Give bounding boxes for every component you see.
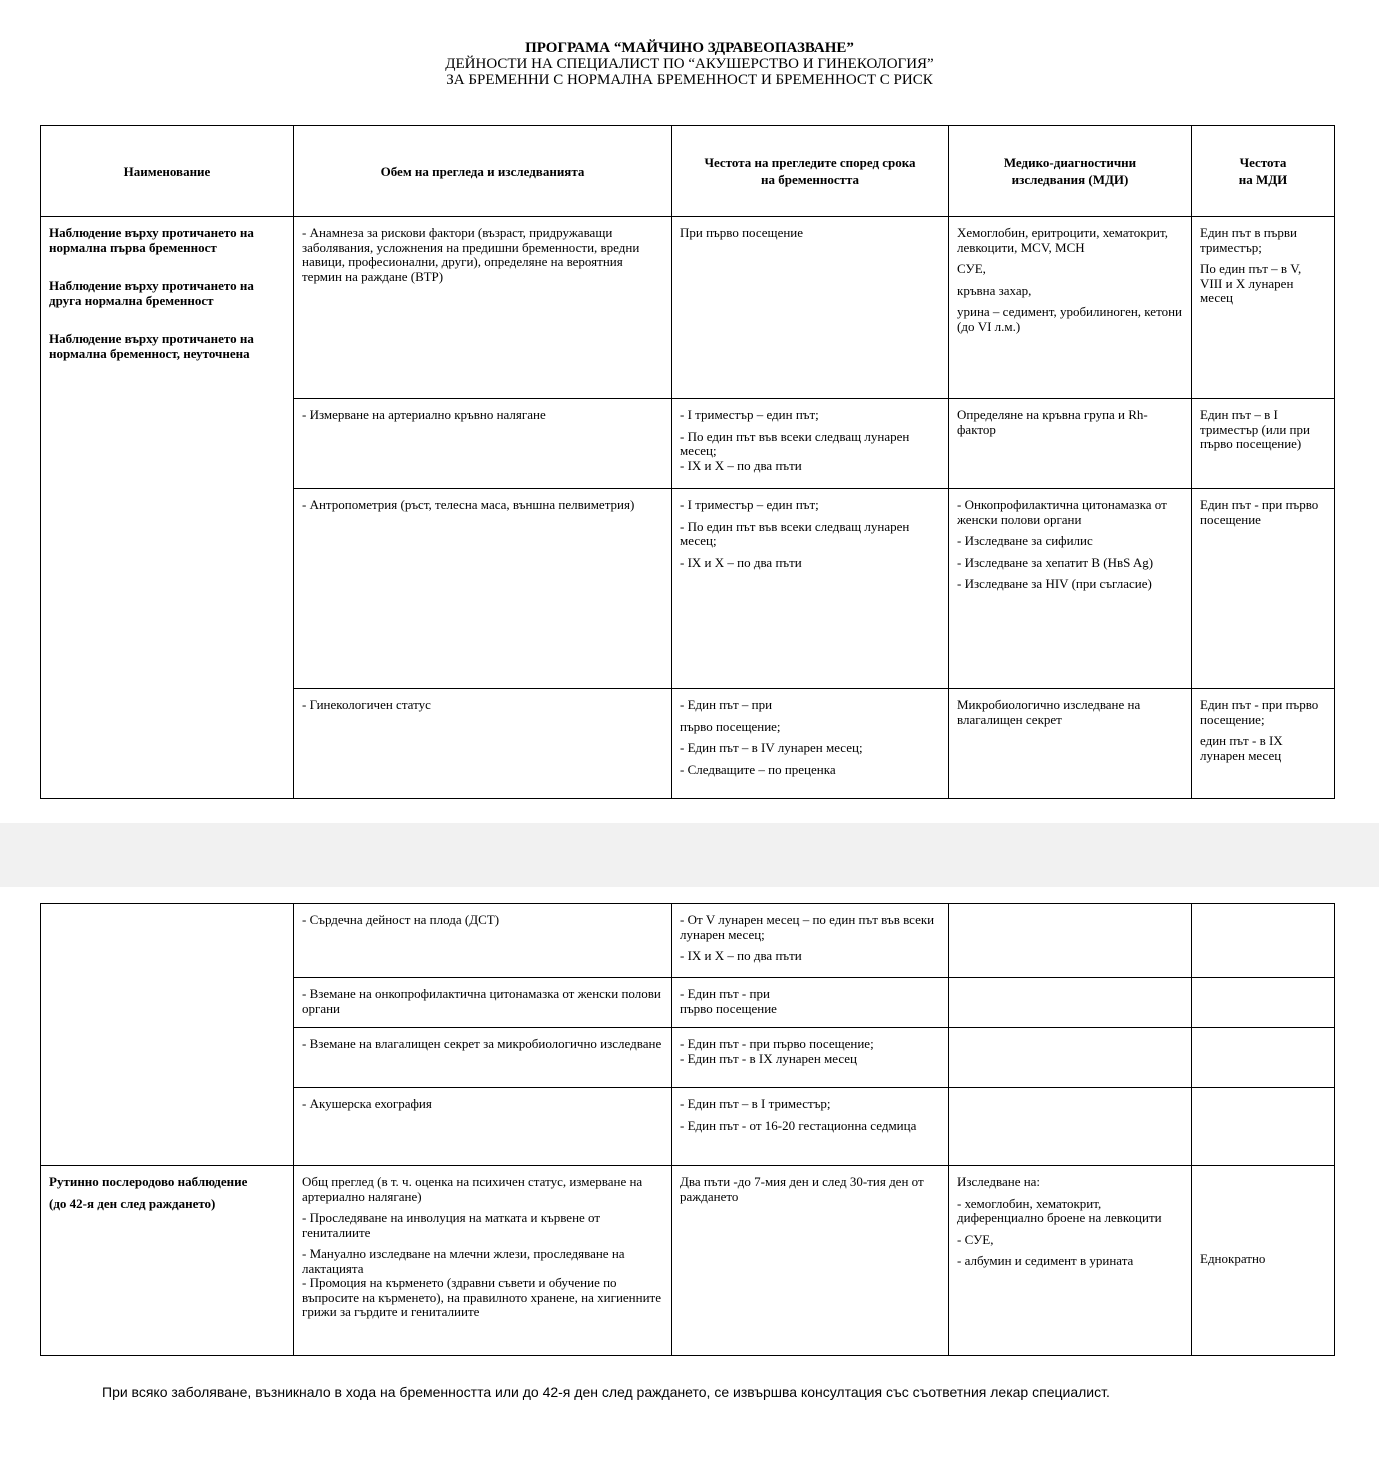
mdi-cell [949,399,1192,489]
cell-paragraph: - Един път - от 16-20 гестационна седмица [680,1117,917,1133]
scope-cell [294,489,672,689]
cell-paragraph: - Вземане на влагалищен секрет за микробиологично изследване [302,1036,662,1051]
mdi-frequency-cell [1192,1028,1335,1088]
cell-paragraph: - Изследване за хепатит B (HвS Ag) [957,554,1154,570]
cell-paragraph: Еднократно [1200,1251,1266,1267]
header-frequency: Честота на прегледите според срока на бременността [672,126,949,217]
cell-paragraph: - Акушерска ехография [302,1096,432,1111]
mdi-cell [949,217,1192,399]
mdi-frequency-cell [1192,904,1335,978]
mdi-cell [949,904,1192,978]
scope-cell [294,399,672,489]
cell-paragraph: - Анамнеза за рискови фактори (възраст, придружаващи заболявания, усложнения на предишни бременности, вредни навици, професионални, други), определяне на вероятния термин на раждане (ВТР) [302,225,640,284]
cell-paragraph: - Измерване на артериално кръвно налягане [302,407,546,422]
cell-paragraph: - Изследване за сифилис [957,533,1093,548]
mdi-cell [949,1166,1192,1356]
cell-paragraph: - По един път във всеки следващ лунарен месец; - IX и X – по два пъти [680,428,910,473]
frequency-cell [672,1166,949,1356]
cell-paragraph: - По един път във всеки следващ лунарен месец; [680,518,910,548]
cell-paragraph: - СУЕ, [957,1231,994,1247]
activities-table-page-1 [40,125,1335,799]
cell-paragraph: един път - в IX лунарен месец [1200,733,1283,763]
cell-paragraph: Един път в първи триместър; [1200,225,1297,255]
mdi-cell [949,489,1192,689]
activity-name-cell [41,1166,294,1356]
table-row [41,217,1335,399]
table-row [41,1166,1335,1356]
scope-cell [294,1088,672,1166]
frequency-cell [672,399,949,489]
frequency-cell [672,689,949,799]
cell-paragraph: - Един път – в I триместър; [680,1096,831,1111]
mdi-cell [949,978,1192,1028]
cell-paragraph: Наблюдение върху протичането на нормална бременност, неуточнена [49,331,254,361]
frequency-cell [672,489,949,689]
mdi-cell [949,689,1192,799]
frequency-cell [672,217,949,399]
cell-paragraph: - IX и X – по два пъти [680,554,802,570]
frequency-cell [672,1028,949,1088]
cell-paragraph: - Вземане на онкопрофилактична цитонамазка от женски полови органи [302,986,661,1016]
cell-paragraph: - албумин и седимент в урината [957,1253,1134,1268]
cell-paragraph: - Изследване за HIV (при съгласие) [957,576,1152,591]
cell-paragraph: Хемоглобин, еритроцити, хематокрит, левкоцити, MCV, MCH [957,225,1168,255]
table-row [41,904,1335,978]
cell-paragraph: - Проследяване на инволуция на матката и кървене от гениталиите [302,1210,601,1240]
program-title: ПРОГРАМА “МАЙЧИНО ЗДРАВЕОПАЗВАНЕ” [525,40,854,56]
cell-paragraph: кръвна захар, [957,282,1032,298]
header-row [41,126,1335,217]
scope-cell [294,904,672,978]
mdi-frequency-cell [1192,689,1335,799]
subtitle-line-2: ЗА БРЕМЕННИ С НОРМАЛНА БРЕМЕННОСТ И БРЕМЕННОСТ С РИСК [446,72,933,88]
page-break [0,823,1379,887]
cell-paragraph: Два пъти -до 7-мия ден и след 30-тия ден от раждането [680,1174,924,1204]
scope-cell [294,978,672,1028]
subtitle-line-1: ДЕЙНОСТИ НА СПЕЦИАЛИСТ ПО “АКУШЕРСТВО И ГИНЕКОЛОГИЯ” [445,56,934,72]
frequency-cell [672,904,949,978]
cell-paragraph: - I триместър – един път; [680,497,819,512]
cell-paragraph: Наблюдение върху протичането на нормална първа бременност [49,225,254,255]
cell-paragraph: Микробиологично изследване на влагалищен секрет [957,697,1141,727]
cell-paragraph: - Онкопрофилактична цитонамазка от женски полови органи [957,497,1167,527]
cell-paragraph: - Следващите – по преценка [680,761,836,777]
cell-paragraph: Един път – в I триместър (или при първо посещение) [1200,407,1310,451]
cell-paragraph: - Един път – в IV лунарен месец; [680,740,863,755]
activity-name-cell [41,217,294,799]
mdi-cell [949,1028,1192,1088]
cell-paragraph: - Един път - при първо посещение; - Един път - в IX лунарен месец [680,1036,874,1066]
cell-paragraph: По един път – в V, VIII и X лунарен месец [1200,261,1302,305]
mdi-frequency-cell [1192,217,1335,399]
cell-paragraph: СУЕ, [957,261,986,276]
cell-paragraph: урина – седимент, уробилиноген, кетони (до VI л.м.) [957,304,1182,334]
cell-paragraph: - От V лунарен месец – по един път във всеки лунарен месец; [680,912,935,942]
frequency-cell [672,978,949,1028]
header-mdi-frequency: Честота на МДИ [1192,126,1335,217]
header-name: Наименование [41,126,294,217]
cell-paragraph: - Мануално изследване на млечни жлези, проследяване на лактацията - Промоция на кърменето (здравни съвети и обучение по въпросите на кърменето), на правилното хранене, на хигиенните грижи за гърдите и гениталиите [302,1246,661,1319]
cell-paragraph: Изследване на: [957,1174,1041,1189]
cell-paragraph: Наблюдение върху протичането на друга нормална бременност [49,278,254,308]
activity-name-cell-continued [41,904,294,1166]
scope-cell [294,1028,672,1088]
scope-cell [294,689,672,799]
cell-paragraph: Определяне на кръвна група и Rh-фактор [957,407,1148,437]
mdi-frequency-cell [1192,1088,1335,1166]
mdi-frequency-cell [1192,1166,1335,1356]
footer-note: При всяко заболяване, възникнало в хода на бременността или до 42-я ден след раждането, се извършва консултация със съответния лекар специалист. [102,1384,1110,1400]
header-mdi: Медико-диагностични изследвания (МДИ) [949,126,1192,217]
cell-paragraph: първо посещение; [680,718,781,734]
cell-paragraph: - Един път - при първо посещение [680,986,777,1016]
header-scope: Обем на прегледа и изследванията [294,126,672,217]
cell-paragraph: Един път - при първо посещение; [1200,697,1319,727]
activities-table-page-2 [40,903,1335,1356]
frequency-cell [672,1088,949,1166]
mdi-frequency-cell [1192,978,1335,1028]
cell-paragraph: - Гинекологичен статус [302,697,431,712]
cell-paragraph: - IX и X – по два пъти [680,948,802,963]
cell-paragraph: Рутинно послеродово наблюдение [49,1174,248,1189]
mdi-frequency-cell [1192,399,1335,489]
cell-paragraph: - I триместър – един път; [680,407,819,422]
scope-cell [294,217,672,399]
cell-paragraph: Един път - при първо посещение [1200,497,1319,527]
cell-paragraph: - хемоглобин, хематокрит, диференциално броене на левкоцити [957,1195,1162,1225]
cell-paragraph: - Един път – при [680,697,773,712]
scope-cell [294,1166,672,1356]
mdi-frequency-cell [1192,489,1335,689]
cell-paragraph: Общ преглед (в т. ч. оценка на психичен статус, измерване на артериално налягане) [302,1174,643,1204]
cell-paragraph: При първо посещение [680,225,804,240]
cell-paragraph: (до 42-я ден след раждането) [49,1195,216,1211]
document-title [0,40,1379,88]
cell-paragraph: - Сърдечна дейност на плода (ДСТ) [302,912,500,927]
mdi-cell [949,1088,1192,1166]
cell-paragraph: - Антропометрия (ръст, телесна маса, външна пелвиметрия) [302,497,635,512]
